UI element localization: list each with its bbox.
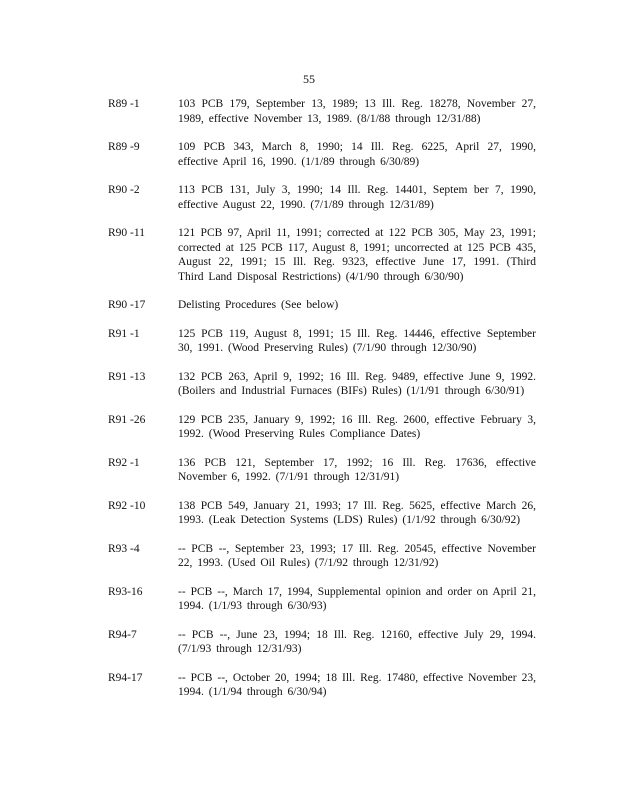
rulemaking-list <box>108 97 540 714</box>
list-item <box>108 499 540 528</box>
docket-number: R91 -13 <box>108 370 146 383</box>
docket-number: R89 -1 <box>108 98 140 110</box>
entry-description: -- PCB --, March 17, 1994, Supplemental opinion and order on April 21, 1994. (1/1/93 through 6/30/93) <box>178 585 536 612</box>
entry-description: 132 PCB 263, April 9, 1992; 16 Ill. Reg. 9489, effective June 9, 1992. (Boilers and Industrial Furnaces (BIFs) Rules) (1/1/91 through 6/30/91) <box>178 370 536 397</box>
docket-number: R92 -1 <box>108 456 140 469</box>
docket-number: R94-7 <box>108 628 137 641</box>
list-item <box>108 456 540 485</box>
entry-description: 129 PCB 235, January 9, 1992; 16 Ill. Reg. 2600, effective February 3, 1992. (Wood Preserving Rules Compliance Dates) <box>178 413 536 440</box>
docket-number: R91 -1 <box>108 327 140 340</box>
entry-description: 121 PCB 97, April 11, 1991; corrected at 122 PCB 305, May 23, 1991; corrected at 125 PCB 117, August 8, 1991; uncorrected at 125 PCB 435, August 22, 1991; 15 Ill. Reg. 9323, effective June 17, 1991. (Third Third Land Disposal Restrictions) (4/1/90 through 6/30/90) <box>178 227 536 283</box>
docket-number: R89 -9 <box>108 141 140 153</box>
entry-description: 138 PCB 549, January 21, 1993; 17 Ill. Reg. 5625, effective March 26, 1993. (Leak Detection Systems (LDS) Rules) (1/1/92 through 6/30/92) <box>178 499 536 526</box>
docket-number: R92 -10 <box>108 499 146 512</box>
entry-description: -- PCB --, October 20, 1994; 18 Ill. Reg. 17480, effective November 23, 1994. (1/1/94 through 6/30/94) <box>178 671 536 698</box>
list-item <box>108 140 540 169</box>
list-item <box>108 542 540 571</box>
docket-number: R94-17 <box>108 671 143 684</box>
list-item <box>108 628 540 657</box>
docket-number: R93-16 <box>108 585 143 598</box>
entry-description: 125 PCB 119, August 8, 1991; 15 Ill. Reg. 14446, effective September 30, 1991. (Wood Preserving Rules) (7/1/90 through 12/30/90) <box>178 327 536 354</box>
entry-description: -- PCB --, June 23, 1994; 18 Ill. Reg. 12160, effective July 29, 1994. (7/1/93 through 12/31/93) <box>178 628 536 655</box>
entry-description: 103 PCB 179, September 13, 1989; 13 Ill. Reg. 18278, November 27, 1989, effective November 13, 1989. (8/1/88 through 12/31/88) <box>178 98 536 125</box>
list-item <box>108 585 540 614</box>
docket-number: R90 -11 <box>108 227 145 239</box>
entry-description: -- PCB --, September 23, 1993; 17 Ill. Reg. 20545, effective November 22, 1993. (Used Oil Rules) (7/1/92 through 12/31/92) <box>178 542 536 569</box>
list-item <box>108 413 540 442</box>
entry-description: 109 PCB 343, March 8, 1990; 14 Ill. Reg. 6225, April 27, 1990, effective April 16, 1990. (1/1/89 through 6/30/89) <box>178 141 536 168</box>
docket-number: R90 -2 <box>108 184 140 196</box>
docket-number: R90 -17 <box>108 299 146 311</box>
page-number: 55 <box>303 72 315 86</box>
entry-description: 136 PCB 121, September 17, 1992; 16 Ill. Reg. 17636, effective November 6, 1992. (7/1/91 through 12/31/91) <box>178 456 536 483</box>
list-item <box>108 327 540 356</box>
list-item <box>108 183 540 212</box>
docket-number: R93 -4 <box>108 542 140 555</box>
list-item <box>108 370 540 399</box>
entry-description: Delisting Procedures (See below) <box>178 299 339 311</box>
entry-description: 113 PCB 131, July 3, 1990; 14 Ill. Reg. 14401, Septem ber 7, 1990, effective August 22, 1990. (7/1/89 through 12/31/89) <box>178 184 536 211</box>
list-item <box>108 226 540 284</box>
list-item <box>108 671 540 700</box>
docket-number: R91 -26 <box>108 413 146 426</box>
list-item <box>108 298 540 313</box>
list-item <box>108 97 540 126</box>
